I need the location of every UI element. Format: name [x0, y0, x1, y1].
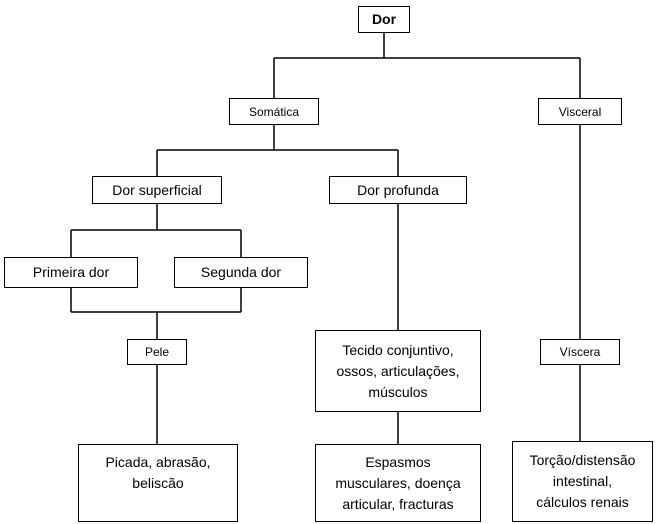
- node-visceral: [538, 98, 622, 125]
- node-tecido-conjuntivo-label: Tecido conjuntivo, ossos, articulações, músculos: [336, 341, 460, 400]
- node-tecido-conjuntivo: [315, 330, 481, 412]
- node-dor-label: Dor: [371, 11, 397, 27]
- node-pele: [127, 339, 187, 365]
- node-viscera-label: Víscera: [559, 345, 601, 359]
- node-pele-label: Pele: [144, 345, 170, 359]
- node-primeira-dor: [4, 257, 138, 288]
- node-viscera: [540, 339, 620, 365]
- node-segunda-dor-label: Segunda dor: [200, 264, 282, 280]
- node-dor: [358, 6, 410, 33]
- node-dor-superficial: [92, 176, 222, 204]
- node-dor-profunda: [329, 176, 467, 204]
- node-primeira-dor-label: Primeira dor: [32, 264, 110, 280]
- node-dor-profunda-label: Dor profunda: [357, 181, 439, 198]
- node-visceral-label: Visceral: [558, 104, 602, 119]
- node-segunda-dor: [174, 257, 308, 288]
- node-dor-superficial-label: Dor superficial: [112, 181, 202, 198]
- node-picada-label: Picada, abrasão, beliscão: [105, 454, 211, 491]
- node-somatica-label: Somática: [248, 104, 300, 119]
- node-espasmos-label: Espasmos musculares, doença articular, fracturas: [335, 453, 461, 512]
- node-espasmos: [315, 444, 481, 522]
- node-torcao-label: Torção/distensão intestinal, cálculos renais: [529, 452, 636, 510]
- node-picada: [78, 444, 238, 522]
- node-somatica: [229, 98, 319, 125]
- node-torcao: [512, 441, 653, 522]
